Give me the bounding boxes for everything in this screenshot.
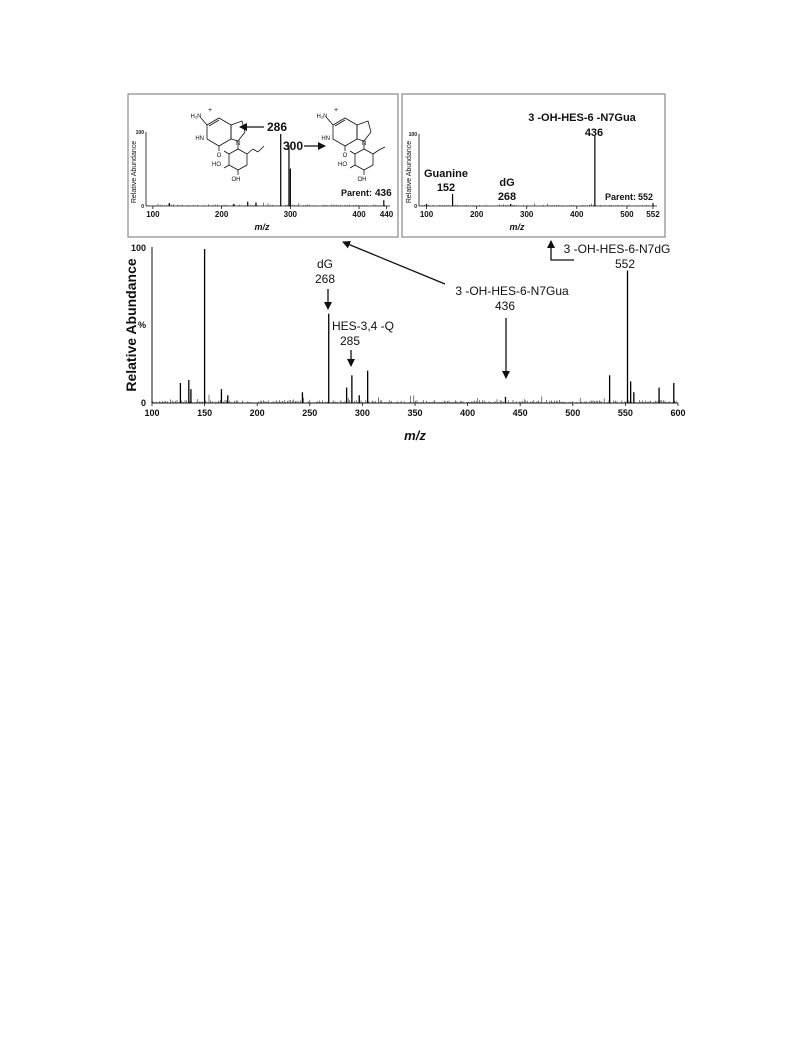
left-structure-right-o: O (342, 153, 348, 159)
main-noise-trace (153, 395, 678, 403)
guanine-adduct-structure-right (327, 118, 385, 175)
x-tick-label: 150 (197, 408, 213, 418)
main-spectrum (123, 241, 686, 443)
main-dg-value: 268 (314, 272, 336, 286)
right-inset-adduct-label: 3 -OH-HES-6 -N7Gua (528, 112, 636, 124)
left-inset-x-ticks (146, 206, 394, 219)
left-structure-left-ho: HO (212, 162, 221, 168)
left-inset-spectrum (128, 94, 398, 237)
left-structure-left-hn: HN (195, 136, 204, 142)
left-structure-left-nh2: H₂N (190, 114, 202, 120)
main-y-tick-100: 100 (130, 243, 146, 253)
right-inset-parent-label: Parent: (605, 192, 637, 202)
x-tick-label: 400 (352, 210, 366, 219)
main-y-tick-0: 0 (140, 398, 146, 408)
left-inset-x-axis-label: m/z (254, 222, 270, 232)
left-structure-left-o: O (216, 153, 222, 159)
x-tick-label: 400 (460, 408, 476, 418)
left-structure-right-ho: HO (338, 162, 347, 168)
main-gua-value: 436 (494, 299, 516, 313)
left-structure-left-oh: OH (231, 177, 241, 183)
x-tick-label: 250 (302, 408, 318, 418)
left-inset-300-label: 300 (283, 139, 304, 153)
left-inset-y-tick-100: 100 (135, 130, 144, 136)
x-tick-label: 350 (407, 408, 423, 418)
main-y-axis-label: Relative Abundance (123, 258, 139, 392)
right-inset-dg-value: 268 (497, 191, 517, 203)
x-tick-label: 300 (283, 210, 298, 219)
main-y-tick-percent: % (137, 320, 146, 330)
x-tick-label: 100 (146, 210, 160, 219)
left-inset-parent-label: Parent: (341, 188, 373, 198)
x-tick-label: 300 (354, 408, 370, 418)
x-tick-label: 552 (646, 210, 660, 219)
right-inset-adduct-value: 436 (584, 127, 604, 139)
x-tick-label: 100 (419, 210, 434, 219)
main-dg-label: dG (316, 257, 334, 271)
right-inset-dg-label: dG (499, 177, 515, 189)
right-inset-guanine-label: Guanine (423, 168, 469, 180)
main-dgadduct-label: 3 -OH-HES-6-N7dG (563, 242, 671, 256)
x-tick-label: 550 (617, 408, 633, 418)
main-to-left-inset-arrow (343, 242, 445, 284)
main-hes-label: HES-3,4 -Q (331, 319, 395, 333)
left-structure-right-oh: OH (357, 177, 367, 183)
left-structure-right-plus: + (334, 107, 339, 114)
x-tick-label: 400 (570, 210, 584, 219)
right-inset-x-ticks (420, 206, 660, 219)
mass-spectrum-figure (0, 0, 793, 450)
x-tick-label: 200 (249, 408, 265, 418)
left-structure-left-n: N (235, 141, 241, 147)
x-tick-label: 500 (620, 210, 634, 219)
x-tick-label: 300 (520, 210, 534, 219)
main-peaks (180, 249, 673, 403)
right-inset-y-tick-0: 0 (414, 204, 417, 210)
left-inset-y-tick-0: 0 (141, 204, 144, 210)
left-structure-left-plus: + (208, 107, 213, 114)
left-inset-286-label: 286 (267, 120, 288, 134)
main-x-axis-label: m/z (404, 428, 426, 443)
right-inset-y-tick-100: 100 (408, 132, 417, 138)
left-structure-right-hn: HN (321, 136, 330, 142)
right-inset-y-axis-label: Relative Abundance (406, 140, 413, 204)
right-inset-spectrum (402, 94, 665, 237)
left-structure-right-n: N (361, 141, 367, 147)
main-x-ticks (144, 403, 685, 418)
left-inset-noise-trace (147, 203, 389, 206)
main-hes-value: 285 (339, 334, 361, 348)
x-tick-label: 600 (670, 408, 686, 418)
left-inset-y-axis-label: Relative Abundance (131, 140, 138, 204)
left-inset-parent-value: 436 (375, 188, 392, 199)
x-tick-label: 200 (469, 210, 484, 219)
right-inset-x-axis-label: m/z (509, 222, 525, 232)
main-gua-label: 3 -OH-HES-6-N7Gua (455, 284, 569, 298)
x-tick-label: 200 (214, 210, 229, 219)
main-dgadduct-value: 552 (614, 257, 636, 271)
right-inset-parent-value: 552 (638, 192, 654, 202)
x-tick-label: 100 (144, 408, 160, 418)
x-tick-label: 500 (565, 408, 581, 418)
x-tick-label: 450 (512, 408, 528, 418)
left-structure-right-nh2: H₂N (316, 114, 328, 120)
right-inset-guanine-value: 152 (436, 182, 456, 194)
x-tick-label: 440 (379, 210, 394, 219)
